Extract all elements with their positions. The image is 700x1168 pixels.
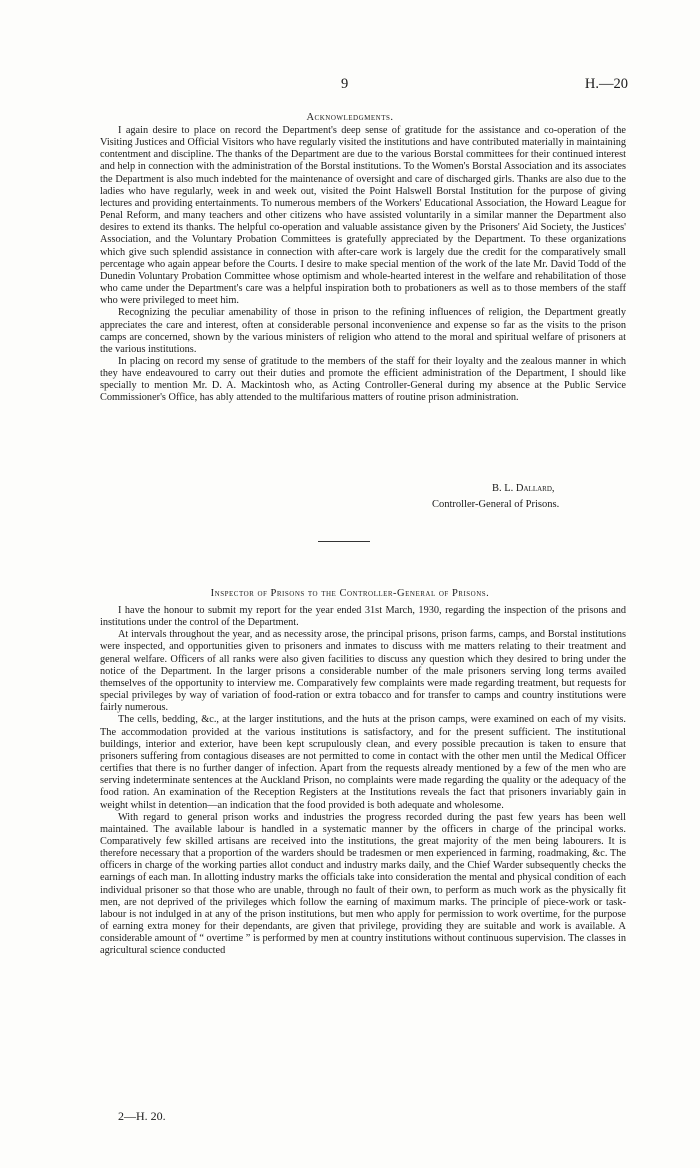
paragraph: I again desire to place on record the Department's deep sense of gratitude for the assistance and co-operation of the Visiting Justices and Official Visitors who have regularly visited the institutions and have contributed materially in maintaining contentment and discipline. The thanks of the Department are due to the various Borstal committees for their continued interest and help in connection with the administration of the Borstal institutions. To the Women's Borstal Association and its associates the Department is also much indebted for the maintenance of oversight and care of discharged girls. Thanks are also due to the ladies who have regularly, week in and week out, visited the Point Halswell Borstal Institution for the purpose of giving lectures and providing entertainments. To numerous members of the Workers' Educational Association, the Howard League for Penal Reform, and many teachers and other citizens who have assisted voluntarily in a similar manner the Department also desires to extend its thanks. The helpful co-operation and valuable assistance given by the Prisoners' Aid Society, the Justices' Association, and the Voluntary Probation Committees is gratefully appreciated by the Department. To these organizations which give such splendid assistance in connection with after-care work is largely due the credit for the comparatively small percentage who again appear before the Courts. I desire to make special mention of the work of the late Mr. David Todd of the Dunedin Voluntary Probation Committee whose optimism and whole-hearted interest in the welfare and rehabilitation of those who came under the Department's care was a helpful inspiration both to probationers as well as to those members of the staff who were privileged to meet him. (100, 125, 626, 307)
signature-block (432, 481, 559, 513)
page-number: 9 (341, 76, 349, 92)
signature-name: B. L. Dallard, (492, 483, 555, 494)
paragraph: At intervals throughout the year, and as necessity arose, the principal prisons, prison farms, camps, and Borstal institutions were inspected, and opportunities given to prisoners and inmates to discuss with me matters relating to their treatment and general welfare. Officers of all ranks were also given facilities to discuss any question which they desired to bring under the notice of the Department. In the larger prisons a considerable number of the male prisoners serving long terms availed themselves of the opportunity to interview me. Comparatively few complaints were made regarding treatment, but requests for special privileges by way of variation of food-ration or extra tobacco and for transfer to camps and country institutions were fairly numerous. (100, 629, 626, 714)
page-header (0, 76, 700, 96)
section-divider (318, 541, 370, 542)
inspector-report-body (100, 605, 626, 958)
paragraph: With regard to general prison works and industries the progress recorded during the past few years has been well maintained. The available labour is handled in a systematic manner by the officers in charge of the principal works. Comparatively few skilled artisans are received into the institutions, the great majority of the men being labourers. It is therefore necessary that a proportion of the warders should be tradesmen or men experienced in farming, roadmaking, &c. The officers in charge of the working parties allot conduct and industry marks daily, and the Chief Warder subsequently checks the earnings of each man. In allotting industry marks the officials take into consideration the mental and physical condition of each individual prisoner so that those who are unable, through no fault of their own, to perform as much work as the physically fit men, are not deprived of the privileges which follow the earning of maximum marks. The principle of piece-work or task-labour is not indulged in at any of the prison institutions, but men who apply for permission to work overtime, for the purpose of earning extra money for their dependants, are given that privilege, providing they are suitable and work is available. A considerable amount of “ overtime ” is performed by men at country institutions without continuous supervision. The classes in agricultural science conducted (100, 811, 626, 957)
paragraph: The cells, bedding, &c., at the larger institutions, and the huts at the prison camps, were examined on each of my visits. The accommodation provided at the various institutions is satisfactory, and for the present sufficient. The institutional buildings, interior and exterior, have been kept scrupulously clean, and every possible precaution is taken to ensure that prisoners suffering from contagious diseases are not permitted to come in contact with the other men until the Medical Officer certifies that there is no further danger of infection. Apart from the requests already mentioned by a few of the men who are serving indeterminate sentences at the Auckland Prison, no complaints were made regarding the quality or the adequacy of the food ration. An examination of the Reception Registers at the Institutions reveals the fact that prisoners invariably gain in weight whilst in detention—an indication that the food provided is both adequate and wholesome. (100, 714, 626, 811)
acknowledgments-heading: Acknowledgments. (306, 112, 394, 123)
paragraph: In placing on record my sense of gratitude to the members of the staff for their loyalty and the zealous manner in which they have endeavoured to carry out their duties and promote the efficient administration of the Department, I should like specially to mention Mr. D. A. Mackintosh who, as Acting Controller-General during my absence at the Public Service Commissioner's Office, has ably attended to the multifarious matters of routine prison administration. (100, 355, 626, 404)
paragraph: I have the honour to submit my report for the year ended 31st March, 1930, regarding the inspection of the prisons and institutions under the control of the Department. (100, 605, 626, 629)
signature-mark: 2—H. 20. (118, 1109, 166, 1123)
signature-title: Controller-General of Prisons. (432, 499, 560, 510)
paragraph: Recognizing the peculiar amenability of those in prison to the refining influences of religion, the Department greatly appreciates the care and interest, often at considerable personal inconvenience and expense so far as the visits to the prison camps are concerned, shown by the various ministers of religion who attend to the moral and spiritual welfare of prisoners at the various institutions. (100, 307, 626, 355)
document-reference: H.—20 (584, 76, 628, 92)
inspector-report-heading: Inspector of Prisons to the Controller-General of Prisons. (210, 588, 490, 599)
acknowledgments-body (100, 125, 626, 405)
